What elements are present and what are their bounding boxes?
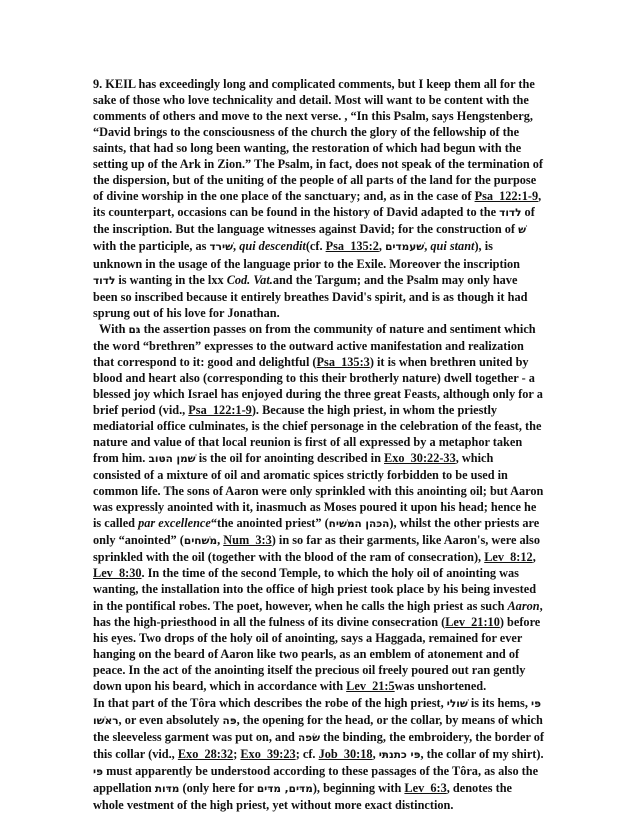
hebrew-text: פּי ראשׁו: [93, 697, 541, 727]
paragraph-anointing-oil: With גּם the assertion passes on from the community of nature and sentiment which the word “brethren” expresses to the outward active manifestation and realization that correspond to it: good and delightful (Psa_135:3) it is when brethren united by blood and heart also (corresponding to this their brotherly nature) dwell together - a blessed joy which Israel has enjoyed during the three great Feasts, although only for a brief period (vid., Psa_122:1-9). Because the high priest, in whom the priestly mediatorial office culminates, is the chief personage in the celebration of the feast, the nature and value of that local reunion is first of all expressed by a metaphor taken from him. שׁמן הטּוב is the oil for anointing described in Exo_30:22-33, which consisted of a mixture of oil and aromatic spices strictly forbidden to be used in common life. The sons of Aaron were only sprinkled with this anointing oil; but Aaron was expressly anointed with it, inasmuch as Moses poured it upon his head; hence he is called par excellence“the anointed priest” (הכּהן המּשׁיח), whilst the other priests are only “anointed” (משׁחים, Num_3:3) in so far as their garments, like Aaron's, were also sprinkled with the oil (together with the blood of the ram of consecration), Lev_8:12, Lev_8:30. In the time of the second Temple, to which the holy oil of anointing was wanting, the installation into the office of high priest took place by his being invested in the pontifical robes. The poet, however, when he calls the high priest as such Aaron, has the high-priesthood in all the fulness of its divine consecration (Lev_21:10) before his eyes. Two drops of the holy oil of anointing, says a Haggada, remained for ever hanging on the beard of Aaron like two pearls, as an emblem of atonement and of peace. In the act of the anointing itself the precious oil freely poured out ran gently down upon his beard, which in accordance with Lev_21:5was unshortened.: [93, 321, 544, 693]
hebrew-text: פּי כתנתּי: [378, 748, 421, 761]
hebrew-text: לדוד: [499, 207, 522, 220]
hebrew-text: שׁולי: [446, 697, 468, 710]
hebrew-text: מדּות: [154, 783, 180, 796]
ref-link[interactable]: Lev_6:3: [404, 781, 447, 796]
ref-link[interactable]: Psa_135:3: [316, 354, 370, 369]
latin-phrase: Cod. Vat.: [226, 272, 273, 287]
ref-link[interactable]: Lev_8:30: [93, 566, 142, 581]
ref-link[interactable]: Psa_122:1-9: [474, 189, 539, 204]
ref-link[interactable]: Lev_21:10: [445, 614, 500, 629]
hebrew-text: מדּים, מדּים: [256, 783, 313, 796]
emphasized-name: Aaron: [507, 598, 540, 613]
document-page: [93, 76, 544, 813]
ref-link[interactable]: Psa_135:2: [325, 239, 379, 254]
paragraph-keil-intro: 9. KEIL has exceedingly long and complicated comments, but I keep them all for the sake of those who love technicality and detail. Most will want to be content with the comments of others and move to the next verse. , “In this Psalm, says Hengstenberg, “David brings to the consciousness of the church the glory of the fellowship of the saints, that had so long been wanting, the restoration of which had begun with the setting up of the Ark in Zion.” The Psalm, in fact, does not speak of the termination of the dispersion, but of the uniting of the people of all parts of the land for the purpose of divine worship in the one place of the sanctuary; and, as in the case of Psa_122:1-9, its counterpart, occasions can be found in the history of David adapted to the לדוד of the inscription. But the language witnesses against David; for the construction of שׁ with the participle, as שׁירד, qui descendit(cf. Psa_135:2, שׁעמדים, qui stant), is unknown in the usage of the language prior to the Exile. Moreover the inscription לדוד is wanting in the lxx Cod. Vat.and the Targum; and the Psalm may only have been so inscribed because it entirely breathes David's spirit, and is as though it had sprung out of his love for Jonathan.: [93, 77, 543, 320]
ref-link[interactable]: Psa_122:1-9: [188, 402, 252, 417]
paragraph-robe: In that part of the Tôra which describes the robe of the high priest, שׁולי is its hems, פּי ראשׁו, or even absolutely פּה, the opening for the head, or the collar, by means of which the sleeveless garment was put on, and שׂפה the binding, the embroidery, the border of this collar (vid., Exo_28:32; Exo_39:23; cf. Job_30:18, פּי כתנתּי, the collar of my shirt). פּי must apparently be understood according to these passages of the Tôra, as also the appellation מדּות (only here for מדּים, מדּים), beginning with Lev_6:3, denotes the whole vestment of the high priest, yet without more exact distinction.: [93, 695, 545, 813]
ref-link[interactable]: Exo_39:23: [240, 746, 296, 761]
ref-link[interactable]: Exo_30:22-33: [384, 451, 456, 466]
ref-link[interactable]: Exo_28:32: [177, 746, 234, 761]
hebrew-text: שׁירד: [209, 241, 234, 254]
hebrew-text: גּם: [128, 323, 141, 336]
hebrew-text: שׁמן הטּוב: [148, 453, 196, 466]
hebrew-text: שׂפה: [297, 731, 321, 744]
hebrew-text: שׁעמדים: [385, 241, 425, 254]
latin-phrase: par excellence: [138, 516, 211, 531]
hebrew-text: משׁחים: [183, 535, 218, 548]
ref-link[interactable]: Num_3:3: [223, 533, 272, 548]
hebrew-text: לדוד: [93, 274, 116, 287]
hebrew-text: פּי: [93, 765, 103, 778]
hebrew-text: שׁ: [518, 224, 527, 237]
latin-phrase: qui stant: [430, 239, 475, 254]
ref-link[interactable]: Job_30:18: [318, 746, 373, 761]
ref-link[interactable]: Lev_8:12: [484, 550, 533, 565]
latin-phrase: qui descendit: [239, 239, 306, 254]
hebrew-text: פּה: [222, 714, 237, 727]
ref-link[interactable]: Lev_21:5: [346, 678, 395, 693]
hebrew-text: הכּהן המּשׁיח: [328, 518, 390, 531]
